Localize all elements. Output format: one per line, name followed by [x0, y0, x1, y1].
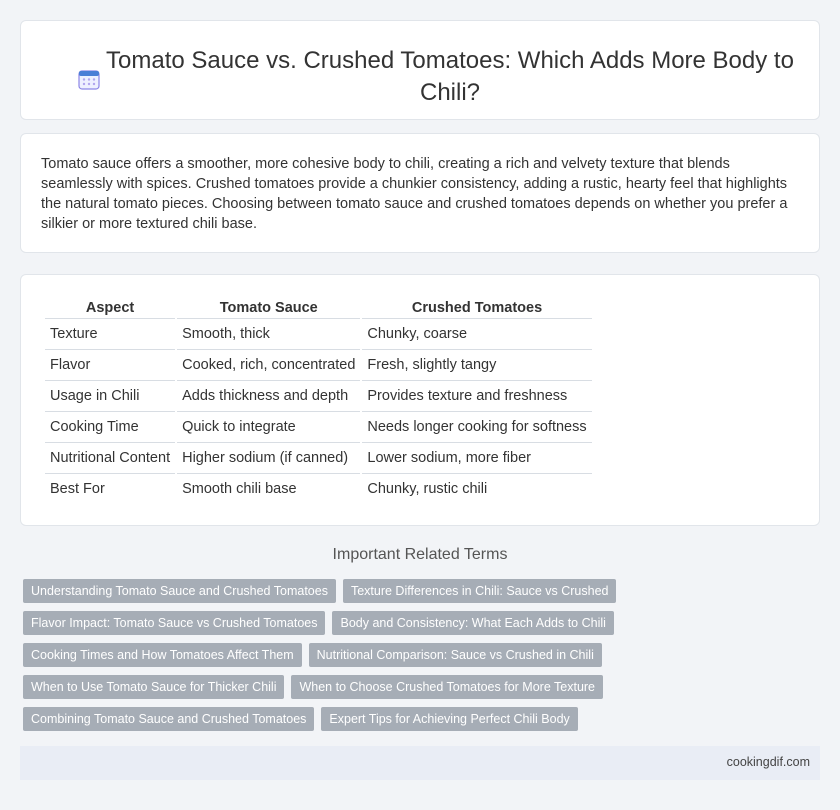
table-cell: Higher sodium (if canned)	[177, 442, 360, 473]
table-cell: Texture	[45, 318, 175, 349]
related-term-link[interactable]: Body and Consistency: What Each Adds to Chili	[332, 611, 613, 635]
related-terms-list	[23, 579, 803, 739]
table-row	[45, 380, 592, 411]
related-term-link[interactable]: Expert Tips for Achieving Perfect Chili Body	[321, 707, 577, 731]
related-term-link[interactable]: Combining Tomato Sauce and Crushed Tomatoes	[23, 707, 314, 731]
table-cell: Needs longer cooking for softness	[362, 411, 591, 442]
table-row	[45, 349, 592, 380]
column-header: Aspect	[85, 299, 135, 316]
table-cell: Cooked, rich, concentrated	[177, 349, 360, 380]
table-row	[45, 473, 592, 504]
table-cell: Usage in Chili	[45, 380, 175, 411]
calendar-icon	[78, 68, 100, 90]
related-term-link[interactable]: Nutritional Comparison: Sauce vs Crushed in Chili	[309, 643, 602, 667]
related-term-link[interactable]: Understanding Tomato Sauce and Crushed Tomatoes	[23, 579, 336, 603]
table-cell: Smooth chili base	[177, 473, 360, 504]
table-header-row	[45, 295, 592, 318]
related-term-link[interactable]: When to Choose Crushed Tomatoes for More Texture	[291, 675, 603, 699]
table-row	[45, 318, 592, 349]
related-term-link[interactable]: Cooking Times and How Tomatoes Affect Them	[23, 643, 302, 667]
table-cell: Flavor	[45, 349, 175, 380]
comparison-table-card	[20, 274, 820, 526]
table-row	[45, 442, 592, 473]
intro-paragraph: Tomato sauce offers a smoother, more cohesive body to chili, creating a rich and velvety texture that blends seamlessly with spices. Crushed tomatoes provide a chunkier consistency, adding a rustic, hearty feel that highlights the natural tomato pieces. Choosing between tomato sauce and crushed tomatoes depends on whether you prefer a silkier or more textured chili base.	[41, 156, 788, 232]
table-cell: Chunky, coarse	[362, 318, 591, 349]
table-cell: Cooking Time	[45, 411, 175, 442]
table-row	[45, 411, 592, 442]
table-cell: Quick to integrate	[177, 411, 360, 442]
table-cell: Provides texture and freshness	[362, 380, 591, 411]
column-header: Crushed Tomatoes	[411, 299, 543, 316]
table-cell: Chunky, rustic chili	[362, 473, 591, 504]
table-cell: Fresh, slightly tangy	[362, 349, 591, 380]
page-title: Tomato Sauce vs. Crushed Tomatoes: Which Adds More Body to Chili?	[106, 47, 794, 106]
table-cell: Best For	[45, 473, 175, 504]
related-terms-title: Important Related Terms	[332, 546, 508, 563]
table-cell: Smooth, thick	[177, 318, 360, 349]
table-cell: Adds thickness and depth	[177, 380, 360, 411]
intro-card	[20, 133, 820, 253]
column-header: Tomato Sauce	[219, 299, 318, 316]
footer	[20, 746, 820, 780]
title-card	[20, 20, 820, 120]
related-term-link[interactable]: Flavor Impact: Tomato Sauce vs Crushed Tomatoes	[23, 611, 325, 635]
related-term-link[interactable]: Texture Differences in Chili: Sauce vs Crushed	[343, 579, 617, 603]
related-term-link[interactable]: When to Use Tomato Sauce for Thicker Chili	[23, 675, 284, 699]
table-cell: Nutritional Content	[45, 442, 175, 473]
comparison-table	[43, 295, 594, 504]
footer-site-link[interactable]: cookingdif.com	[726, 755, 810, 769]
table-cell: Lower sodium, more fiber	[362, 442, 591, 473]
